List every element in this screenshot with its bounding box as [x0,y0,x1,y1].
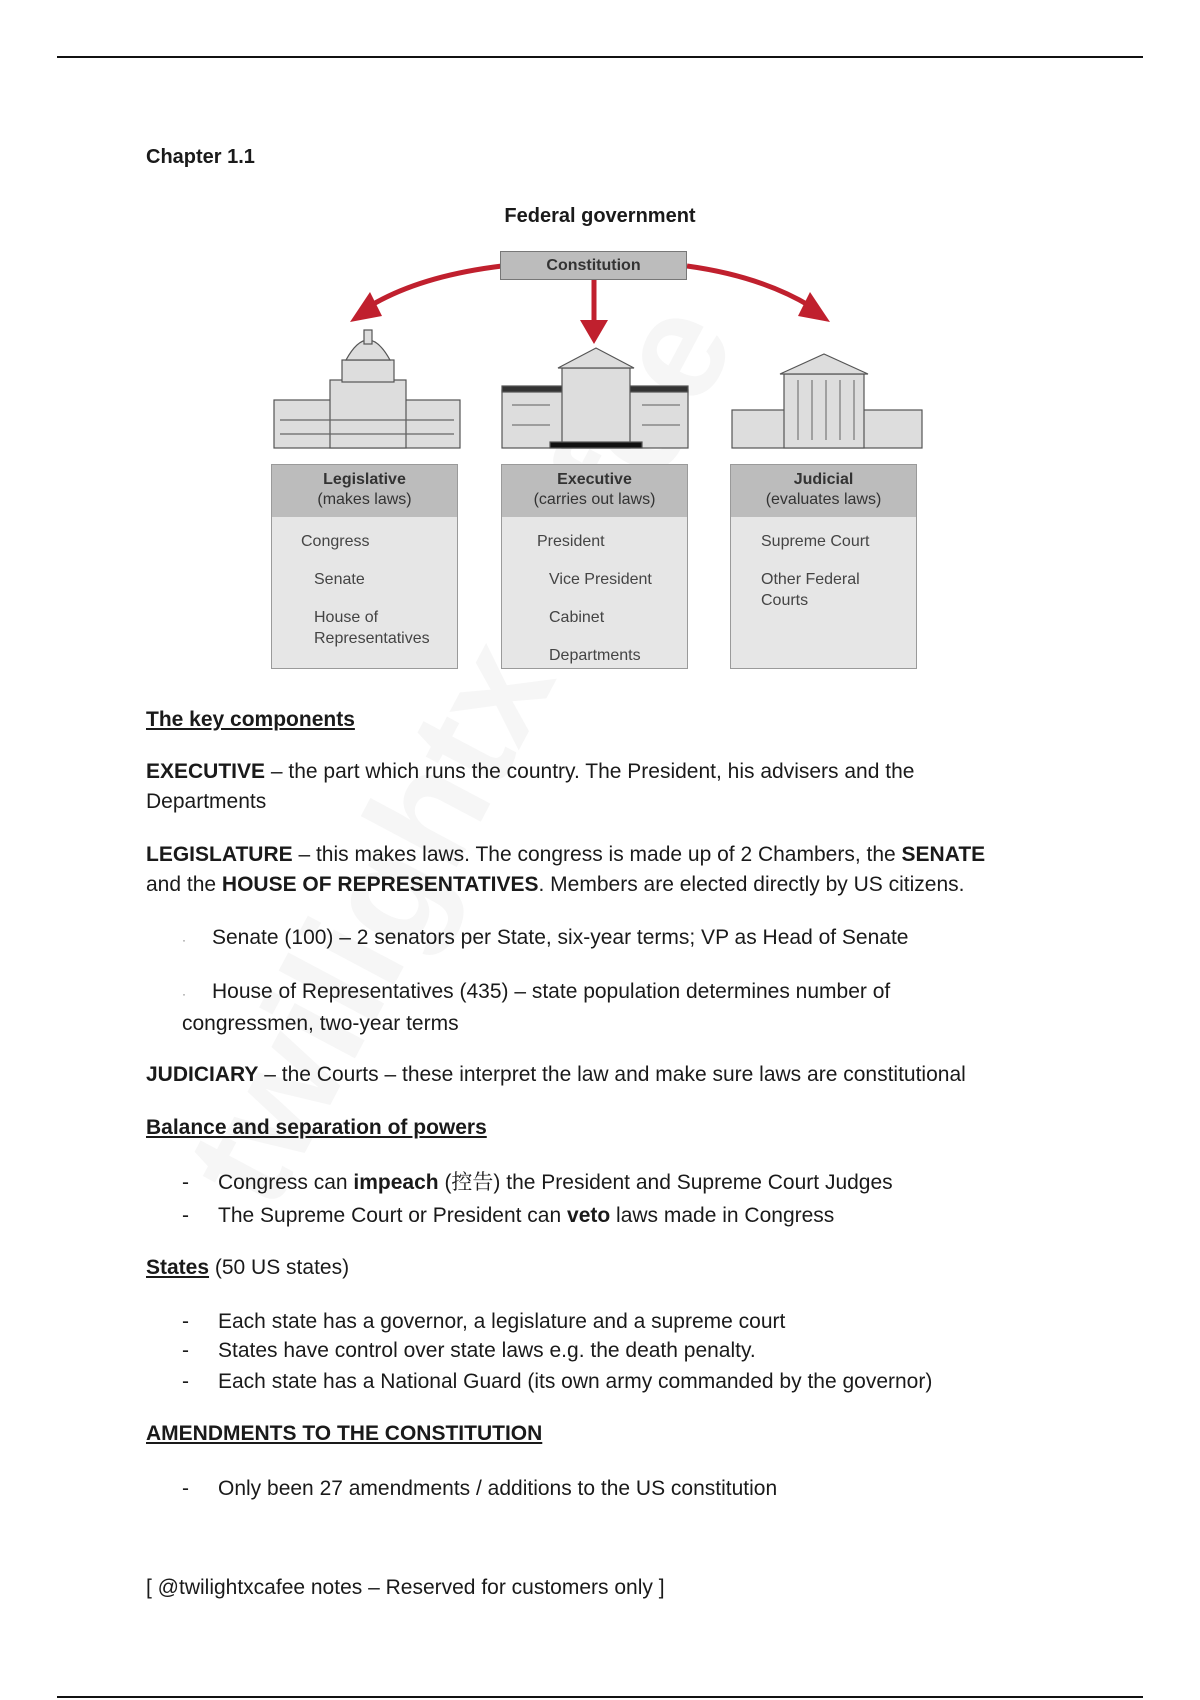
branch-executive [501,464,688,669]
arrow-right-head [798,292,830,322]
judiciary-paragraph: JUDICIARY – the Courts – these interpret the law and make sure laws are constitutional [146,1063,966,1086]
branch-item: Senate [314,571,365,588]
top-rule [57,56,1143,58]
arrow-left-head [350,292,382,322]
branch-name: Executive [557,471,632,488]
branch-item: House of [314,609,379,626]
chapter-heading: Chapter 1.1 [146,146,255,168]
amendments-heading: AMENDMENTS TO THE CONSTITUTION [146,1422,543,1445]
list-item: - Each state has a National Guard (its own army commanded by the governor) [182,1370,933,1393]
branch-role: (makes laws) [317,491,412,508]
branch-item: Congress [301,533,370,550]
bottom-rule [57,1696,1143,1698]
branch-item: Vice President [549,571,652,588]
house-bullet: · House of Representatives (435) – state population determines number of congressmen, two-year terms [182,980,891,1035]
list-item: - Each state has a governor, a legislature and a supreme court [182,1310,786,1333]
arrow-left [370,266,502,306]
branch-item: Cabinet [549,609,605,626]
diagram-title: Federal government [504,205,696,227]
branch-item: Supreme Court [761,533,870,550]
branch-role: (carries out laws) [533,491,656,508]
white-house-icon [502,348,688,448]
branch-name: Judicial [793,471,854,488]
branch-item: President [537,533,605,550]
branch-judicial [730,464,917,669]
branch-item: Courts [761,592,809,609]
footer-note: [ @twilightxcafee notes – Reserved for customers only ] [146,1576,665,1599]
capitol-building-icon [274,330,460,448]
list-item: - Congress can impeach (控告) the President and Supreme Court Judges [182,1171,893,1194]
senate-bullet: · Senate (100) – 2 senators per State, six-year terms; VP as Head of Senate [182,926,909,949]
branch-name: Legislative [323,471,406,488]
legislature-paragraph: LEGISLATURE – this makes laws. The congress is made up of 2 Chambers, the SENATE and the HOUSE OF REPRESENTATIVES. Members are elected directly by US citizens. [146,843,986,896]
arrow-right [687,266,810,306]
branch-item: Departments [549,647,641,664]
arrow-center-head [580,320,608,344]
balance-heading: Balance and separation of powers [146,1116,487,1139]
list-item: - The Supreme Court or President can veto laws made in Congress [182,1204,835,1227]
branch-legislative [271,464,458,669]
constitution-box: Constitution [500,251,687,280]
key-components-heading: The key components [146,708,355,731]
supreme-court-icon [732,354,922,448]
branch-item: Other Federal [761,571,860,588]
states-heading: States (50 US states) [146,1256,350,1279]
branch-role: (evaluates laws) [765,491,882,508]
list-item: - States have control over state laws e.g. the death penalty. [182,1339,756,1362]
executive-paragraph: EXECUTIVE – the part which runs the country. The President, his advisers and the Departments [146,760,915,813]
branch-item: Representatives [314,630,430,647]
list-item: - Only been 27 amendments / additions to the US constitution [182,1477,778,1500]
